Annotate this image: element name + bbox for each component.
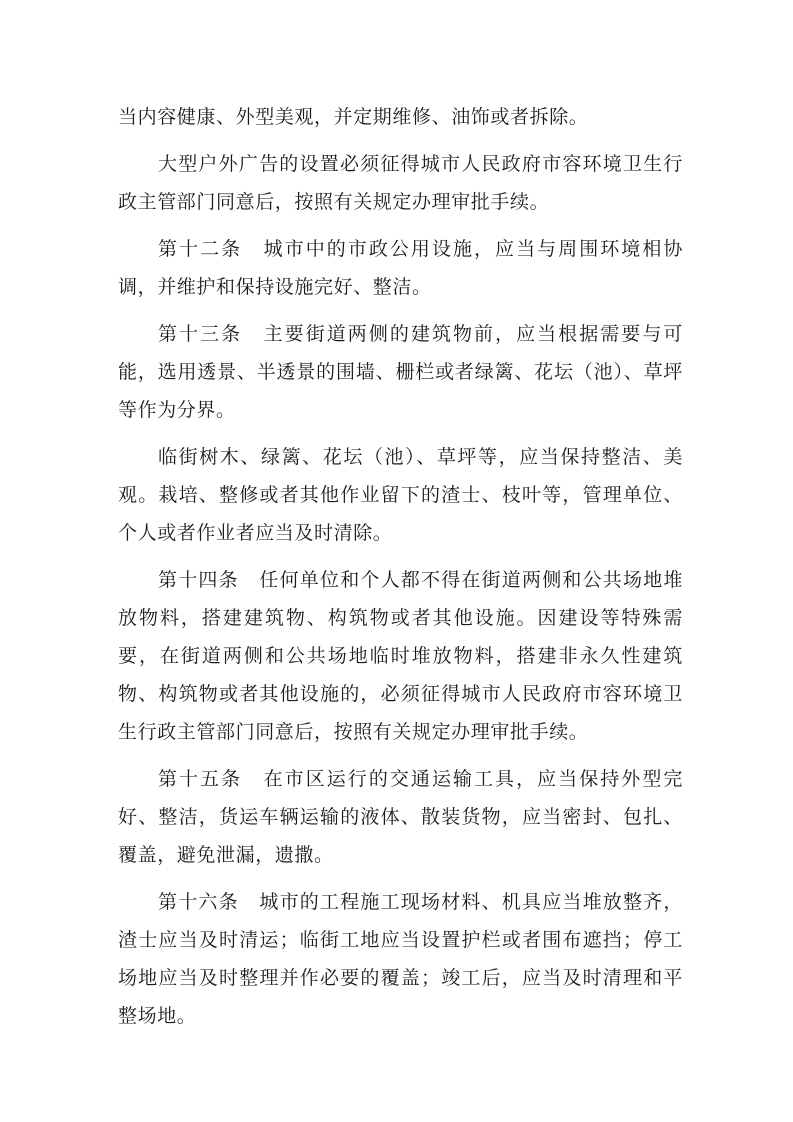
article-text: 主要街道两侧的建筑物前，应当根据需要与可能，选用透景、半透景的围墙、栅栏或者绿篱、花坛（池）、草坪等作为分界。 [118,323,683,421]
paragraph-text: 当内容健康、外型美观，并定期维修、油饰或者拆除。 [118,106,589,128]
article-15 [118,760,683,874]
article-label: 第十二条 [158,238,243,260]
article-text: 任何单位和个人都不得在街道两侧和公共场地堆放物料，搭建建筑物、构筑物或者其他设施。因建设等特殊需要，在街道两侧和公共场地临时堆放物料，搭建非永久性建筑物、构筑物或者其他设施的，必须征得城市人民政府市容环境卫生行政主管部门同意后，按照有关规定办理审批手续。 [118,569,684,743]
article-13 [118,315,683,429]
article-label: 第十四条 [158,569,239,591]
paragraph-continuation [118,98,683,136]
article-12 [118,230,683,306]
article-text: 城市的工程施工现场材料、机具应当堆放整齐，渣士应当及时清运；临街工地应当设置护栏或者围布遮挡；停工场地应当及时整理并作必要的覆盖；竣工后，应当及时清理和平整场地。 [118,891,684,1027]
article-text: 在市区运行的交通运输工具，应当保持外型完好、整洁，货运车辆运输的液体、散装货物，应当密封、包扎、覆盖，避免泄漏，遗撒。 [118,768,683,866]
article-14 [118,561,683,751]
article-16 [118,883,683,1035]
paragraph-street-trees [118,438,683,552]
article-label: 第十六条 [158,891,239,913]
article-label: 第十五条 [158,768,243,790]
article-label: 第十三条 [158,323,243,345]
paragraph-text: 大型户外广告的设置必须征得城市人民政府市容环境卫生行政主管部门同意后，按照有关规定办理审批手续。 [118,153,683,213]
document-body [118,98,683,1044]
article-text: 城市中的市政公用设施，应当与周围环境相协调，并维护和保持设施完好、整洁。 [118,238,683,298]
paragraph-billboard [118,145,683,221]
paragraph-text: 临街树木、绿篱、花坛（池）、草坪等，应当保持整洁、美观。栽培、整修或者其他作业留下的渣士、枝叶等，管理单位、个人或者作业者应当及时清除。 [118,446,683,544]
